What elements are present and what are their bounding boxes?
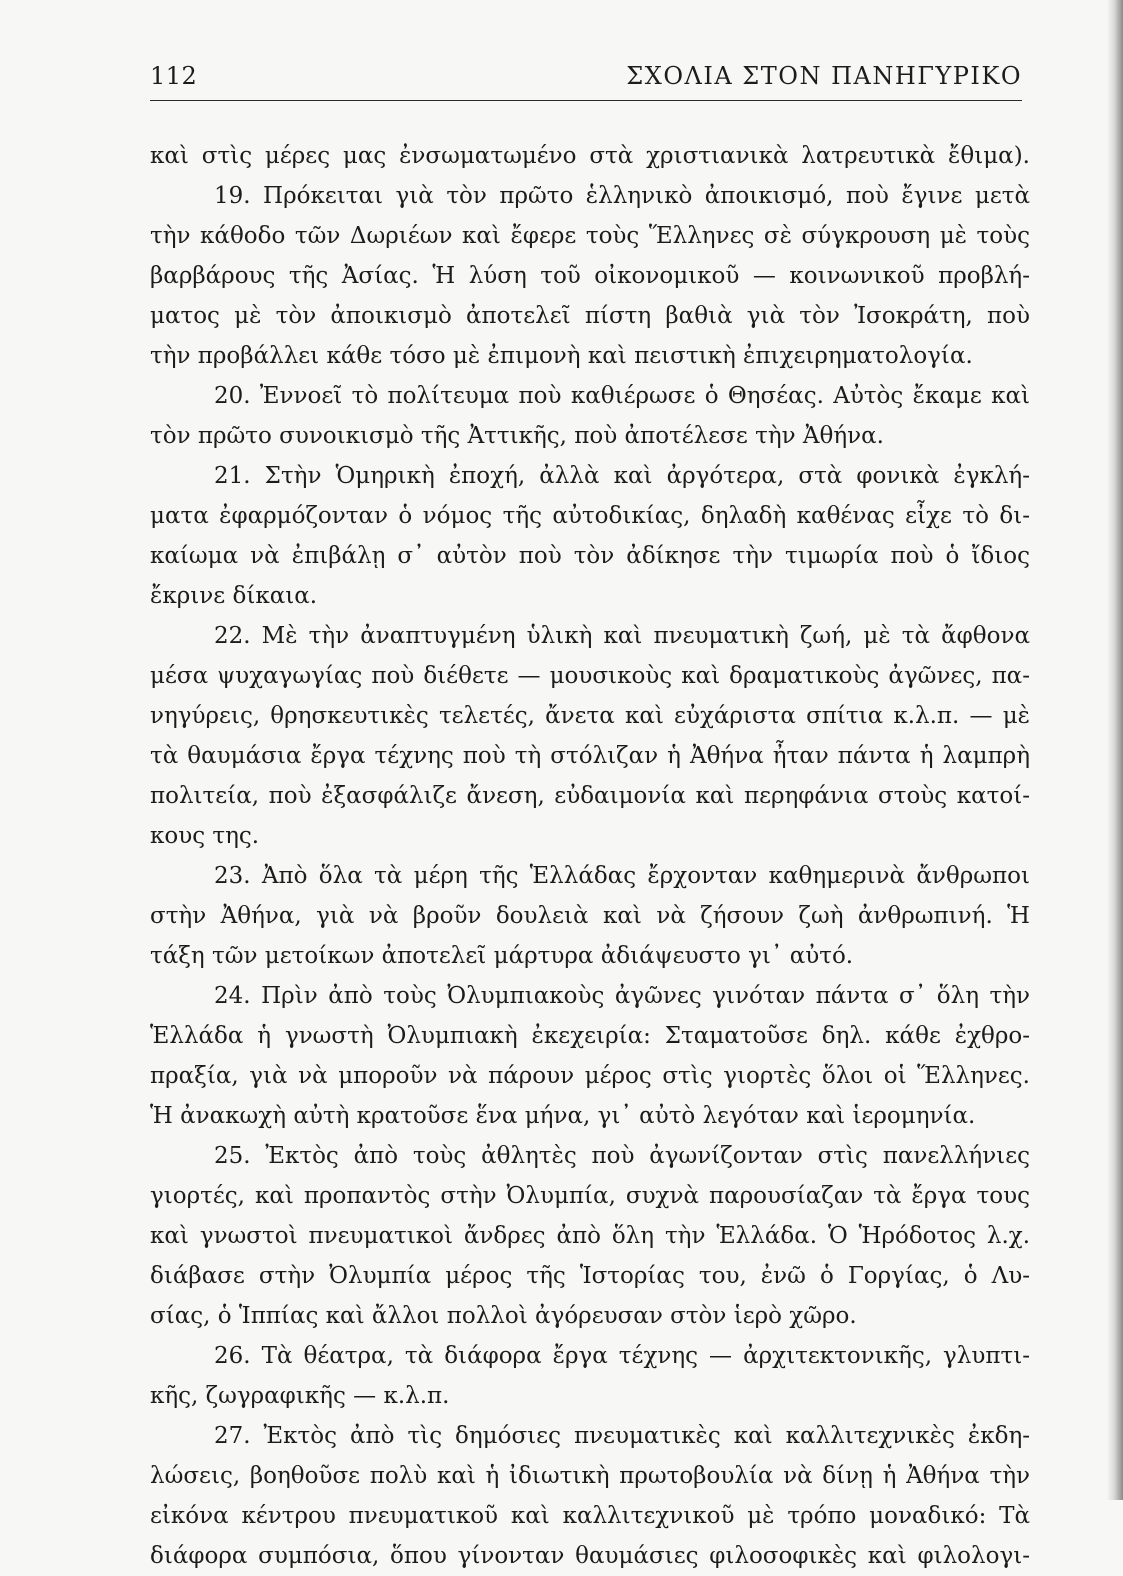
text-line: κῆς, ζωγραφικῆς — κ.λ.π.	[150, 1383, 450, 1409]
text-line: λώσεις, βοηθοῦσε πολὺ καὶ ἡ ἰδιωτικὴ πρωτοβουλία νὰ δίνῃ ἡ Ἀθήνα τὴν	[150, 1463, 1030, 1489]
text-line: τάξη τῶν μετοίκων ἀποτελεῖ μάρτυρα ἀδιάψευστο γι᾽ αὐτό.	[150, 943, 854, 969]
body-text	[150, 136, 1030, 1576]
text-line: κους της.	[150, 823, 260, 849]
text-line: 26. Τὰ θέατρα, τὰ διάφορα ἔργα τέχνης — ἀρχιτεκτονικῆς, γλυπτι-	[214, 1343, 1030, 1369]
text-line: σίας, ὁ Ἱππίας καὶ ἄλλοι πολλοὶ ἀγόρευσαν στὸν ἱερὸ χῶρο.	[150, 1303, 857, 1329]
text-line: τὸν πρῶτο συνοικισμὸ τῆς Ἀττικῆς, ποὺ ἀποτέλεσε τὴν Ἀθήνα.	[150, 423, 884, 449]
text-line: 21. Στὴν Ὁμηρικὴ ἐποχή, ἀλλὰ καὶ ἀργότερα, στὰ φονικὰ ἐγκλή-	[214, 463, 1030, 489]
text-line: νηγύρεις, θρησκευτικὲς τελετές, ἄνετα καὶ εὐχάριστα σπίτια κ.λ.π. — μὲ	[150, 703, 1030, 729]
text-line: ἔκρινε δίκαια.	[150, 583, 318, 609]
text-line: πραξία, γιὰ νὰ μποροῦν νὰ πάρουν μέρος στὶς γιορτὲς ὅλοι οἱ Ἕλληνες.	[150, 1063, 1030, 1089]
running-head: ΣΧΟΛΙΑ ΣΤΟΝ ΠΑΝΗΓΥΡΙΚΟ	[626, 62, 1022, 90]
text-line: 20. Ἐννοεῖ τὸ πολίτευμα ποὺ καθιέρωσε ὁ Θησέας. Αὐτὸς ἔκαμε καὶ	[214, 383, 1030, 409]
text-line: γιορτές, καὶ προπαντὸς στὴν Ὀλυμπία, συχνὰ παρουσίαζαν τὰ ἔργα τους	[150, 1183, 1030, 1209]
text-line: ματα ἐφαρμόζονταν ὁ νόμος τῆς αὐτοδικίας, δηλαδὴ καθένας εἶχε τὸ δι-	[150, 503, 1030, 529]
text-line: καίωμα νὰ ἐπιβάλῃ σ᾽ αὐτὸν ποὺ τὸν ἀδίκησε τὴν τιμωρία ποὺ ὁ ἴδιος	[150, 543, 1030, 569]
text-line: βαρβάρους τῆς Ἀσίας. Ἡ λύση τοῦ οἰκονομικοῦ — κοινωνικοῦ προβλή-	[150, 263, 1030, 289]
text-line: 27. Ἐκτὸς ἀπὸ τὶς δημόσιες πνευματικὲς καὶ καλλιτεχνικὲς ἐκδη-	[214, 1423, 1030, 1449]
text-line: τὴν κάθοδο τῶν Δωριέων καὶ ἔφερε τοὺς Ἕλληνες σὲ σύγκρουση μὲ τοὺς	[150, 223, 1030, 249]
text-line: 24. Πρὶν ἀπὸ τοὺς Ὀλυμπιακοὺς ἀγῶνες γινόταν πάντα σ᾽ ὅλη τὴν	[214, 983, 1030, 1009]
text-line: ματος μὲ τὸν ἀποικισμὸ ἀποτελεῖ πίστη βαθιὰ γιὰ τὸν Ἰσοκράτη, ποὺ	[150, 303, 1030, 329]
text-line: πολιτεία, ποὺ ἐξασφάλιζε ἄνεση, εὐδαιμονία καὶ περηφάνια στοὺς κατοί-	[150, 783, 1030, 809]
text-line: Ἡ ἀνακωχὴ αὐτὴ κρατοῦσε ἕνα μήνα, γι᾽ αὐτὸ λεγόταν καὶ ἱερομηνία.	[150, 1103, 976, 1129]
text-line: διάβασε στὴν Ὀλυμπία μέρος τῆς Ἱστορίας του, ἐνῶ ὁ Γοργίας, ὁ Λυ-	[150, 1263, 1030, 1289]
text-line: τὴν προβάλλει κάθε τόσο μὲ ἐπιμονὴ καὶ πειστικὴ ἐπιχειρηματολογία.	[150, 343, 973, 369]
text-line: 22. Μὲ τὴν ἀναπτυγμένη ὑλικὴ καὶ πνευματικὴ ζωή, μὲ τὰ ἄφθονα	[214, 623, 1030, 649]
page-number: 112	[150, 62, 198, 90]
text-line: στὴν Ἀθήνα, γιὰ νὰ βροῦν δουλειὰ καὶ νὰ ζήσουν ζωὴ ἀνθρωπινή. Ἡ	[150, 903, 1030, 929]
text-line: 19. Πρόκειται γιὰ τὸν πρῶτο ἑλληνικὸ ἀποικισμό, ποὺ ἔγινε μετὰ	[214, 183, 1030, 209]
text-line: καὶ στὶς μέρες μας ἐνσωματωμένο στὰ χριστιανικὰ λατρευτικὰ ἔθιμα).	[150, 143, 1030, 169]
text-line: 23. Ἀπὸ ὅλα τὰ μέρη τῆς Ἑλλάδας ἔρχονταν καθημερινὰ ἄνθρωποι	[214, 863, 1030, 889]
text-line: μέσα ψυχαγωγίας ποὺ διέθετε — μουσικοὺς καὶ δραματικοὺς ἀγῶνες, πα-	[150, 663, 1030, 689]
page-header	[150, 62, 1022, 101]
text-line: 25. Ἐκτὸς ἀπὸ τοὺς ἀθλητὲς ποὺ ἀγωνίζονταν στὶς πανελλήνιες	[214, 1143, 1030, 1169]
text-line: Ἑλλάδα ἡ γνωστὴ Ὀλυμπιακὴ ἐκεχειρία: Σταματοῦσε δηλ. κάθε ἐχθρο-	[150, 1023, 1030, 1049]
text-line: τὰ θαυμάσια ἔργα τέχνης ποὺ τὴ στόλιζαν ἡ Ἀθήνα ἦταν πάντα ἡ λαμπρὴ	[150, 743, 1030, 769]
scan-shadow-edge	[1107, 0, 1123, 1500]
text-line: καὶ γνωστοὶ πνευματικοὶ ἄνδρες ἀπὸ ὅλη τὴν Ἑλλάδα. Ὁ Ἡρόδοτος λ.χ.	[150, 1223, 1030, 1249]
text-line: διάφορα συμπόσια, ὅπου γίνονταν θαυμάσιες φιλοσοφικὲς καὶ φιλολογι-	[150, 1543, 1030, 1569]
text-line: εἰκόνα κέντρου πνευματικοῦ καὶ καλλιτεχνικοῦ μὲ τρόπο μοναδικό: Τὰ	[150, 1503, 1030, 1529]
